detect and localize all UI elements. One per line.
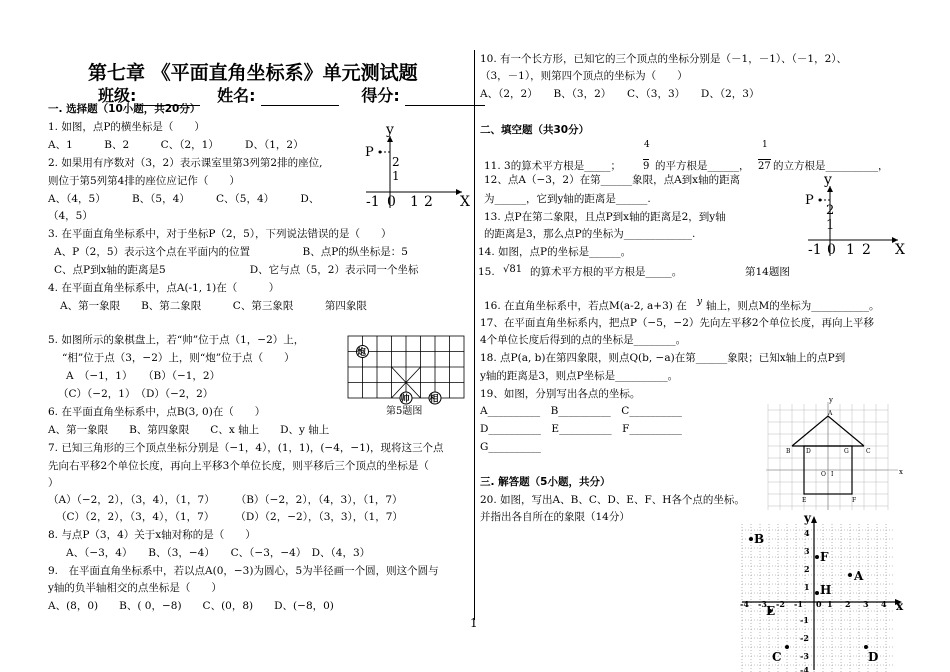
fig20-x-label: x — [896, 599, 904, 613]
question-12-line2: 为______，它到y轴的距离是______. — [484, 193, 651, 205]
question-5: 5. 如图所示的象棋盘上，若“帅”位于点（1，−2）上， — [48, 334, 305, 346]
question-12: 12、点A（−3，2）在第______象限，点A到x轴的距离 — [484, 174, 741, 186]
question-5-line2: “相”位于点（3，−2）上，则“炮”位于点（ ） — [62, 352, 295, 364]
page-number: 1 — [470, 616, 478, 630]
house-x-label: x — [899, 468, 903, 476]
fig1-y-label: y — [386, 122, 394, 138]
question-19-answers-g[interactable]: G__________ — [480, 441, 541, 453]
house-figure — [764, 396, 908, 514]
fig1-xtick-1: 1 — [410, 194, 419, 210]
section-heading-fill: 二、填空题（共30分） — [480, 124, 590, 136]
fig1-tick-1: 1 — [392, 169, 400, 183]
question-7-line2: 先向右平移2个单位长度，再向上平移3个单位长度，则平移后三个顶点的坐标是（ — [48, 460, 429, 472]
fig20-ytick: 2 — [804, 564, 810, 574]
house-point-c: C — [866, 448, 871, 455]
fraction-9-denominator: 9 — [643, 161, 650, 172]
question-11: 11. 3的算术平方根是_____； — [484, 160, 621, 172]
question-6: 6. 在平面直角坐标系中，点B(3, 0)在（ ） — [48, 406, 266, 418]
question-17-line2: 4个单位长度后得到的点的坐标是________。 — [480, 334, 687, 346]
house-origin: O — [821, 471, 826, 478]
fig14-xtick-1: 1 — [846, 242, 855, 258]
question-5-options-cd: （C）（−2，1） （D）（−2，2） — [58, 388, 214, 400]
question-11-part2: 的平方根是______， — [655, 160, 750, 172]
fig20-ytick: -1 — [800, 615, 809, 625]
question-18-line2: y轴的距离是3，则点P坐标是__________。 — [480, 370, 679, 382]
fraction-27-denominator: 27 — [758, 161, 771, 172]
question-15-text: 的算术平方根的平方根是_____。 — [530, 266, 683, 278]
question-13-line2: 的距离是3，那么点P的坐标为_____________. — [484, 228, 696, 240]
question-10-line2: （3，－1），则第四个顶点的坐标为（ ） — [480, 70, 688, 82]
fig20-y-label: y — [804, 511, 811, 525]
fig1-x-label: X — [460, 194, 470, 210]
question-2-options: A、（4，5） B、（5，4） C、（5，4） D、 — [48, 193, 320, 205]
question-4-options: A、第一象限 B、第二象限 C、第三象限 第四象限 — [60, 300, 367, 312]
house-point-e: E — [802, 497, 807, 504]
column-divider — [474, 50, 475, 620]
fig14-tick-1: 1 — [826, 218, 835, 233]
fig20-xtick: -3 — [758, 599, 767, 609]
fig20-ytick: -4 — [800, 665, 809, 672]
fig14-tick-2: 2 — [826, 203, 835, 218]
question-13: 13. 点P在第二象限，且点P到x轴的距离是2，到y轴 — [484, 211, 726, 223]
house-point-d: D — [806, 448, 811, 455]
fig20-point-c: C — [772, 650, 782, 664]
fig20-xtick: 1 — [827, 599, 833, 609]
house-point-b: B — [786, 448, 791, 455]
fig20-ytick: 4 — [804, 528, 810, 538]
question-7-line3: ） — [48, 477, 59, 489]
fig20-ytick: 1 — [804, 582, 810, 592]
question-1-options: A、1 B、2 C、（2，1） D、（1，2） — [48, 139, 304, 151]
fig14-caption: 第14题图 — [745, 266, 790, 278]
question-20-line2: 并指出各自所在的象限（14分） — [480, 511, 630, 523]
section-heading-choice: 一. 选择题（10小题，共20分） — [48, 103, 201, 115]
question-8-options: A、（−3，4） B、（3，−4） C、（−3，−4） D、（4，3） — [66, 547, 371, 559]
house-label-i: I — [831, 471, 834, 478]
chess-piece-shuai: 帅 — [400, 394, 410, 405]
question-19-answers-abc[interactable]: A__________ B__________ C__________ — [480, 405, 682, 417]
question-7-options-ab: （A）（−2，2），（3，4），（1，7） （B）（−2，2），（4，3），（1，7） — [48, 494, 403, 506]
question-4: 4. 在平面直角坐标系中，点A(-1, 1)在（ ） — [48, 282, 280, 294]
question-3-options-cd: C、点P到x轴的距离是5 D、它与点（5，2）表示同一个坐标 — [54, 264, 419, 276]
question-14: 14. 如图，点P的坐标是______。 — [478, 246, 632, 258]
question-3-options-ab: A、P（2，5）表示这个点在平面内的位置 B、点P的纵坐标是：5 — [54, 246, 408, 258]
fig1-point-p: P — [365, 145, 374, 160]
fig14-coordinate-plane — [800, 172, 912, 260]
score-label: 得分: — [361, 86, 400, 105]
fig20-origin: 0 — [816, 599, 822, 609]
house-y-label: y — [829, 396, 833, 404]
fig20-point-a: A — [854, 569, 864, 583]
section-heading-solve: 三. 解答题（5小题，共分） — [480, 476, 611, 488]
fig20-point-h: H — [820, 583, 832, 597]
fig14-tick-neg1: -1 — [808, 242, 822, 258]
question-6-options: A、第一象限 B、第四象限 C、x 轴上 D、y 轴上 — [48, 424, 330, 436]
question-7: 7. 已知三角形的三个顶点坐标分别是（−1，4），(1，1)，(−4，−1)，现将这三个点 — [48, 442, 444, 454]
name-blank[interactable] — [261, 89, 339, 106]
fig14-point-p: P — [805, 193, 814, 208]
fig14-y-label: y — [824, 172, 832, 188]
chess-caption: 第5题图 — [386, 406, 423, 417]
question-15-radical: √81 — [503, 264, 523, 275]
fraction-1-numerator: 1 — [762, 140, 768, 150]
question-9: 9. 在平面直角坐标系中，若以点A(0，−3)为圆心，5为半径画一个圆，则这个圆与 — [48, 565, 439, 577]
chess-piece-pao: 炮 — [357, 348, 367, 358]
question-10-options: A、（2，2） B、（3，2） C、（3，3） D、（2，3） — [480, 88, 760, 100]
name-label: 姓名: — [217, 86, 256, 105]
fig20-xtick: 3 — [863, 599, 869, 609]
house-point-a: A — [828, 410, 833, 417]
fig1-xtick-2: 2 — [424, 194, 433, 210]
chess-piece-xiang: 相 — [429, 394, 439, 405]
fig1-tick-2: 2 — [392, 155, 400, 169]
fig1-tick-neg1: -1 — [366, 194, 380, 210]
fig14-xtick-2: 2 — [862, 242, 871, 258]
fig20-xtick: -1 — [794, 599, 803, 609]
question-16-y: y — [697, 297, 703, 307]
question-2-options-cont: （4，5） — [48, 210, 93, 222]
fig1-origin: 0 — [387, 194, 396, 210]
question-18: 18. 点P(a, b)在第四象限，则点Q(b, −a)在第______象限；已知x轴上的点P到 — [480, 352, 846, 364]
fig20-point-f: F — [820, 550, 829, 564]
question-19-answers-def[interactable]: D__________ E__________ F__________ — [480, 423, 682, 435]
question-7-options-cd: （C）（2，2），（3，4），（1，7） （D）（2，−2），（3，3），（1，7） — [56, 511, 403, 523]
fig20-xtick: -2 — [776, 599, 785, 609]
fig20-ytick: 3 — [804, 546, 810, 556]
fig20-point-b: B — [754, 532, 765, 546]
page-title: 第七章 《平面直角坐标系》单元测试题 — [88, 62, 418, 84]
question-11-part3: 的立方根是__________， — [773, 160, 889, 172]
question-2-line2: 则位于第5列第4排的座位应记作（ ） — [48, 175, 240, 187]
question-17: 17、在平面直角坐标系内，把点P（−5，−2）先向左平移2个单位长度，再向上平移 — [480, 317, 875, 329]
question-9-line2: y轴的负半轴相交的点坐标是（ ） — [48, 582, 222, 594]
question-15-number: 15. — [478, 266, 495, 278]
question-19: 19、如图，分别写出各点的坐标。 — [480, 388, 641, 400]
question-8: 8. 与点P（3，4）关于x轴对称的是（ ） — [48, 529, 256, 541]
question-3: 3. 在平面直角坐标系中，对于坐标P（2，5），下列说法错误的是（ ） — [48, 228, 392, 240]
question-9-options: A、(8，0) B、( 0，−8) C、(0，8) D、(−8，0) — [48, 600, 334, 612]
fig1-coordinate-plane — [360, 122, 472, 214]
fig20-xtick: 4 — [881, 599, 887, 609]
fig14-x-label: X — [895, 242, 905, 258]
fig20-point-e: E — [766, 604, 776, 618]
question-20: 20. 如图，写出A、B、C、D、E、F、H各个点的坐标。 — [480, 494, 745, 506]
fig14-origin: 0 — [827, 242, 836, 258]
fig20-xtick: -4 — [740, 599, 749, 609]
fig20-point-d: D — [868, 650, 879, 664]
house-point-f: F — [852, 497, 857, 504]
fraction-4-numerator: 4 — [644, 140, 650, 150]
question-5-options-ab: A （−1，1） （B）（−1，2） — [66, 370, 221, 382]
question-16: 16. 在直角坐标系中，若点M(a-2, a+3) 在 — [484, 300, 687, 312]
fig20-coordinate-plane — [738, 510, 910, 672]
class-label: 班级: — [98, 86, 137, 105]
question-1: 1. 如图，点P的横坐标是（ ） — [48, 121, 205, 133]
chessboard-figure — [342, 332, 472, 417]
question-16-text: 轴上，则点M的坐标为___________。 — [706, 300, 880, 312]
house-point-g: G — [844, 448, 849, 455]
fig20-xtick: 2 — [845, 599, 851, 609]
question-10: 10. 有一个长方形，已知它的三个顶点的坐标分别是（－1，－1）、（－1，2）、 — [480, 53, 848, 65]
fig20-ytick: -2 — [800, 633, 809, 643]
fig20-ytick: -3 — [800, 651, 809, 661]
question-2: 2. 如果用有序数对（3，2）表示课室里第3列第2排的座位, — [48, 157, 323, 169]
